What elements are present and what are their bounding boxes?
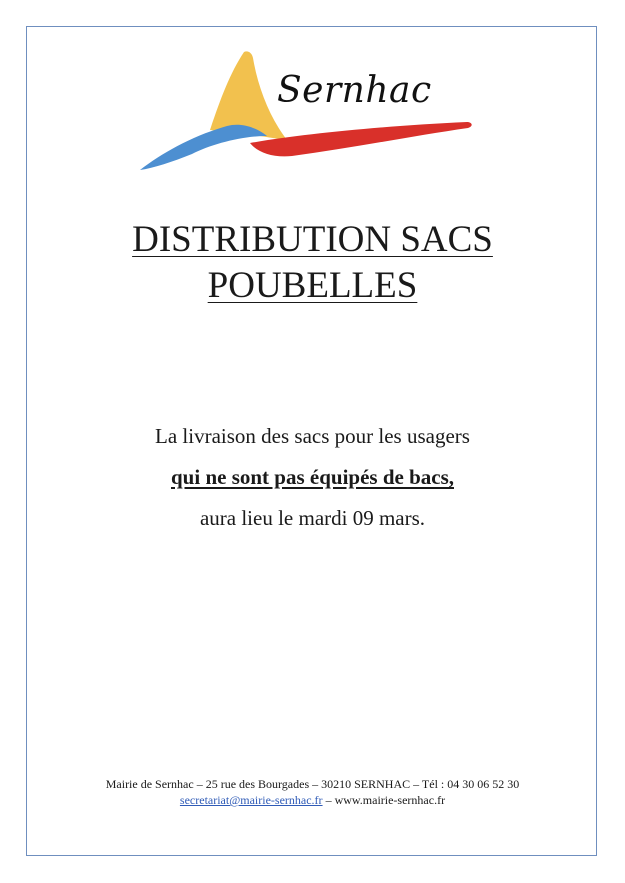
footer-separator: – [322, 793, 335, 807]
footer-email-link[interactable]: secretariat@mairie-sernhac.fr [179, 793, 323, 807]
body-line-1: La livraison des sacs pour les usagers [155, 424, 470, 448]
footer-address: Mairie de Sernhac – 25 rue des Bourgades – 30210 SERNHAC – Tél : 04 30 06 52 30 [105, 777, 520, 791]
sernhac-logo [132, 48, 477, 176]
body-line-3: aura lieu le mardi 09 mars. [199, 506, 426, 530]
logo-graphic [132, 48, 477, 176]
title-line-1: DISTRIBUTION SACS [132, 219, 493, 260]
footer-website: www.mairie-sernhac.fr [334, 793, 446, 807]
body-line-2: qui ne sont pas équipés de bacs, [171, 465, 454, 489]
title-line-2: POUBELLES [207, 265, 418, 306]
logo-text: Sernhac [277, 70, 432, 111]
footer-contact [0, 792, 625, 808]
